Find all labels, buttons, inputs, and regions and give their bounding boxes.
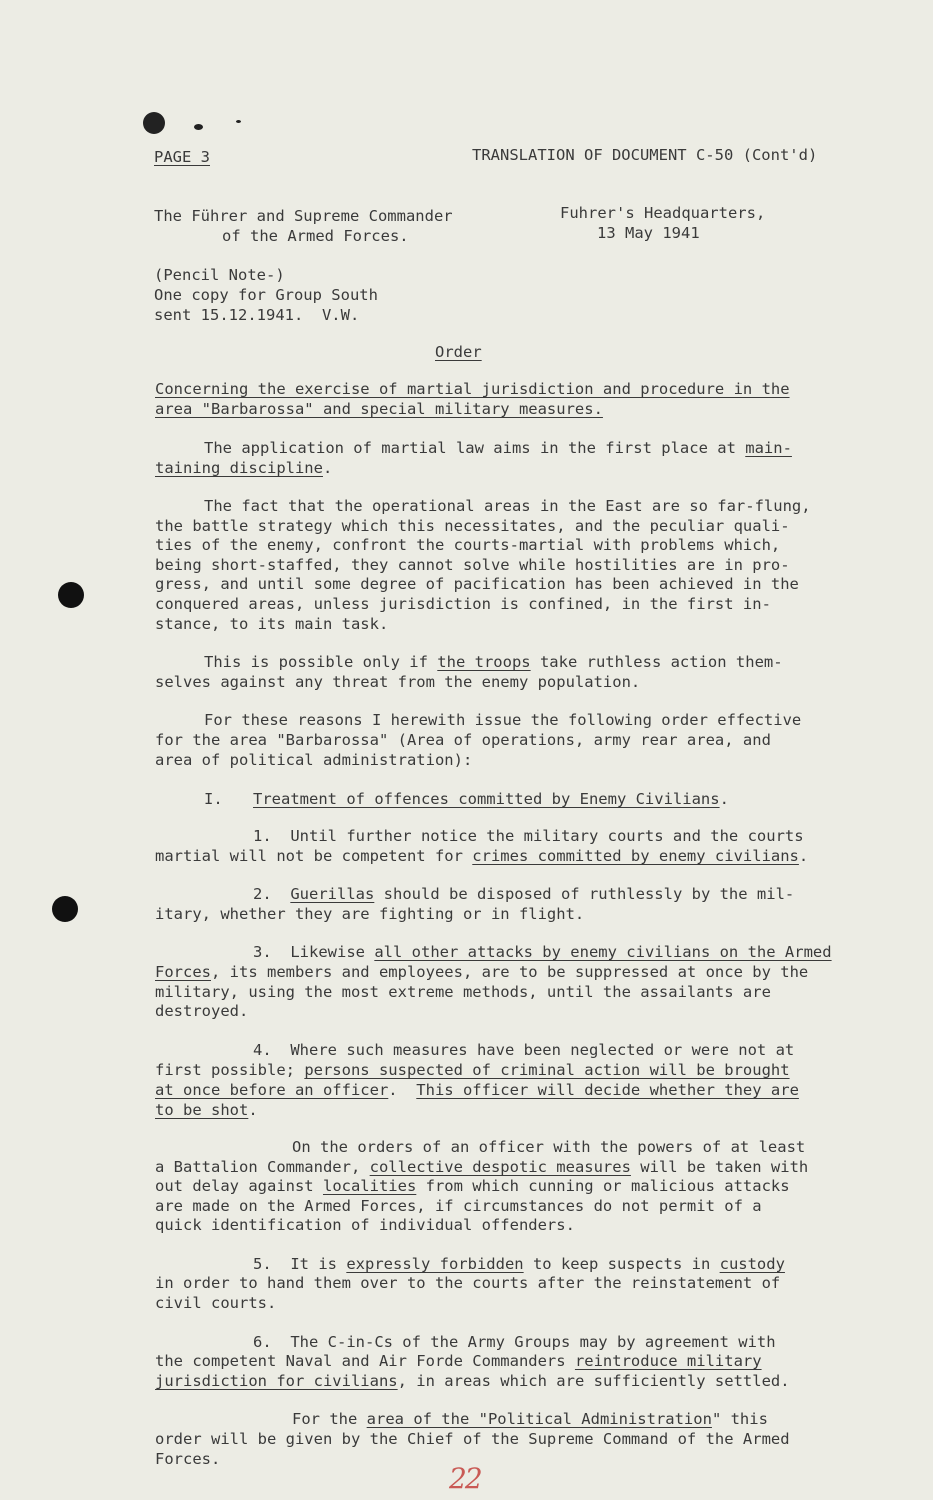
- ink-speck: [194, 124, 203, 130]
- para2-line-4: being short-staffed, they cannot solve while hostilities are in pro-: [155, 556, 790, 574]
- text-span: to keep suspects in: [523, 1255, 720, 1273]
- underlined-span: Treatment of offences committed by Enemy Civilians: [253, 790, 720, 808]
- text-span: The application of martial law aims in the first place at: [204, 439, 746, 457]
- para3-line-2: selves against any threat from the enemy population.: [155, 673, 641, 691]
- pencil-note-line-1: (Pencil Note-): [154, 266, 285, 284]
- text-span: , its members and employees, are to be suppressed at once by the: [211, 963, 809, 981]
- page-label: PAGE 3: [154, 148, 210, 166]
- item5-line-1: [253, 1255, 785, 1275]
- para2-line-6: conquered areas, unless jurisdiction is confined, in the first in-: [155, 595, 771, 613]
- para4-line-1: For these reasons I herewith issue the following order effective: [204, 711, 802, 729]
- punch-hole-bottom: [52, 896, 78, 922]
- underlined-span: all other attacks by enemy civilians on the Armed: [374, 943, 832, 961]
- item1-line-1: 1. Until further notice the military courts and the courts: [253, 827, 804, 845]
- underlined-span: area of the "Political Administration: [366, 1410, 712, 1428]
- underlined-span: Forces: [155, 963, 211, 981]
- text-span: 3. Likewise: [253, 943, 375, 961]
- folio-number: 22: [449, 1462, 481, 1495]
- text-span: " this: [711, 1410, 768, 1428]
- ink-blot: [143, 112, 165, 134]
- item3-line-3: military, using the most extreme methods, until the assailants are: [155, 983, 771, 1001]
- section-number: I.: [204, 790, 223, 808]
- underlined-span: persons suspected of criminal action will be brought: [304, 1061, 790, 1079]
- text-span: out delay against: [155, 1177, 323, 1195]
- item2-line-2: itary, whether they are fighting or in flight.: [155, 905, 585, 923]
- pencil-note-line-2: One copy for Group South: [154, 286, 378, 304]
- text-span: .: [322, 459, 333, 477]
- punch-hole-top: [58, 582, 84, 608]
- item4b-line-3: [155, 1177, 790, 1197]
- text-span: will be taken with: [630, 1158, 809, 1176]
- text-span: For the: [292, 1410, 367, 1428]
- para2-line-3: ties of the enemy, confront the courts-martial with problems which,: [155, 536, 781, 554]
- item3-line-4: destroyed.: [155, 1002, 249, 1020]
- item4b-line-1: On the orders of an officer with the powers of at least: [292, 1138, 806, 1156]
- para2-line-1: The fact that the operational areas in the East are so far-flung,: [204, 497, 811, 515]
- text-span: first possible;: [155, 1061, 305, 1079]
- sender-line-2: of the Armed Forces.: [222, 227, 409, 245]
- para3-line-1: [204, 653, 783, 673]
- underlined-span: localities: [322, 1177, 417, 1195]
- text-span: .: [388, 1081, 417, 1099]
- underlined-span: at once before an officer: [155, 1081, 389, 1099]
- item5-line-2: in order to hand them over to the courts after the reinstatement of: [155, 1274, 781, 1292]
- text-span: This is possible only if: [204, 653, 438, 671]
- text-span: .: [248, 1101, 258, 1119]
- item4b-line-2: [155, 1158, 808, 1178]
- item1-line-2: [155, 847, 808, 867]
- text-span: .: [719, 790, 729, 808]
- underlined-span: the troops: [437, 653, 531, 671]
- para4-line-2: for the area "Barbarossa" (Area of operations, army rear area, and: [155, 731, 771, 749]
- closing-line-3: Forces.: [155, 1450, 221, 1468]
- text-span: the competent Naval and Air Forde Commanders: [155, 1352, 575, 1370]
- text-span: , in areas which are sufficiently settled.: [397, 1372, 790, 1390]
- item4-line-3: [155, 1081, 799, 1101]
- item4-line-1: 4. Where such measures have been neglected or were not at: [253, 1041, 795, 1059]
- para1-line-2: [155, 459, 332, 479]
- text-span: from which cunning or malicious attacks: [416, 1177, 790, 1195]
- text-span: a Battalion Commander,: [155, 1158, 370, 1176]
- para2-line-7: stance, to its main task.: [155, 615, 389, 633]
- para2-line-2: the battle strategy which this necessitates, and the peculiar quali-: [155, 517, 790, 535]
- para4-line-3: area of political administration):: [155, 751, 473, 769]
- section-title: [253, 790, 729, 810]
- item4-line-2: [155, 1061, 790, 1081]
- para2-line-5: gress, and until some degree of pacification has been achieved in the: [155, 575, 799, 593]
- underlined-span: reintroduce military: [574, 1352, 762, 1370]
- item3-line-2: [155, 963, 808, 983]
- underlined-span: main-: [745, 439, 792, 457]
- document-title: TRANSLATION OF DOCUMENT C-50 (Cont'd): [472, 146, 818, 164]
- text-span: 2.: [253, 885, 291, 903]
- closing-line-2: order will be given by the Chief of the Supreme Command of the Armed: [155, 1430, 790, 1448]
- text-span: martial will not be competent for: [155, 847, 473, 865]
- underlined-span: expressly forbidden: [346, 1255, 524, 1273]
- subject-line-1: Concerning the exercise of martial jurisdiction and procedure in the: [155, 380, 790, 398]
- underlined-span: jurisdiction for civilians: [155, 1372, 398, 1390]
- item6-line-3: [155, 1372, 790, 1392]
- item4b-line-4: are made on the Armed Forces, if circumstances do not permit of a: [155, 1197, 762, 1215]
- text-span: .: [798, 847, 809, 865]
- item4-line-4: [155, 1101, 258, 1121]
- ink-speck: [236, 120, 241, 123]
- text-span: take ruthless action them-: [530, 653, 783, 671]
- item4b-line-5: quick identification of individual offenders.: [155, 1216, 575, 1234]
- underlined-span: taining discipline: [155, 459, 323, 477]
- closing-line-1: [292, 1410, 768, 1430]
- item2-line-1: [253, 885, 794, 905]
- underlined-span: Guerillas: [290, 885, 375, 903]
- subject-line-2: area "Barbarossa" and special military measures.: [155, 400, 603, 418]
- item5-line-3: civil courts.: [155, 1294, 277, 1312]
- text-span: should be disposed of ruthlessly by the mil-: [374, 885, 795, 903]
- place-line: Fuhrer's Headquarters,: [560, 204, 766, 222]
- item3-line-1: [253, 943, 832, 963]
- underlined-span: crimes committed by enemy civilians: [472, 847, 799, 865]
- order-heading: Order: [435, 343, 482, 361]
- underlined-span: This officer will decide whether they are: [416, 1081, 799, 1099]
- underlined-span: custody: [719, 1255, 785, 1273]
- date-line: 13 May 1941: [597, 224, 700, 242]
- item6-line-2: [155, 1352, 762, 1372]
- underlined-span: to be shot: [155, 1101, 249, 1119]
- para1-line-1: [204, 439, 792, 459]
- text-span: 5. It is: [253, 1255, 347, 1273]
- underlined-span: collective despotic measures: [369, 1158, 631, 1176]
- pencil-note-line-3: sent 15.12.1941. V.W.: [154, 306, 360, 324]
- sender-line-1: The Führer and Supreme Commander: [154, 207, 453, 225]
- item6-line-1: 6. The C-in-Cs of the Army Groups may by agreement with: [253, 1333, 776, 1351]
